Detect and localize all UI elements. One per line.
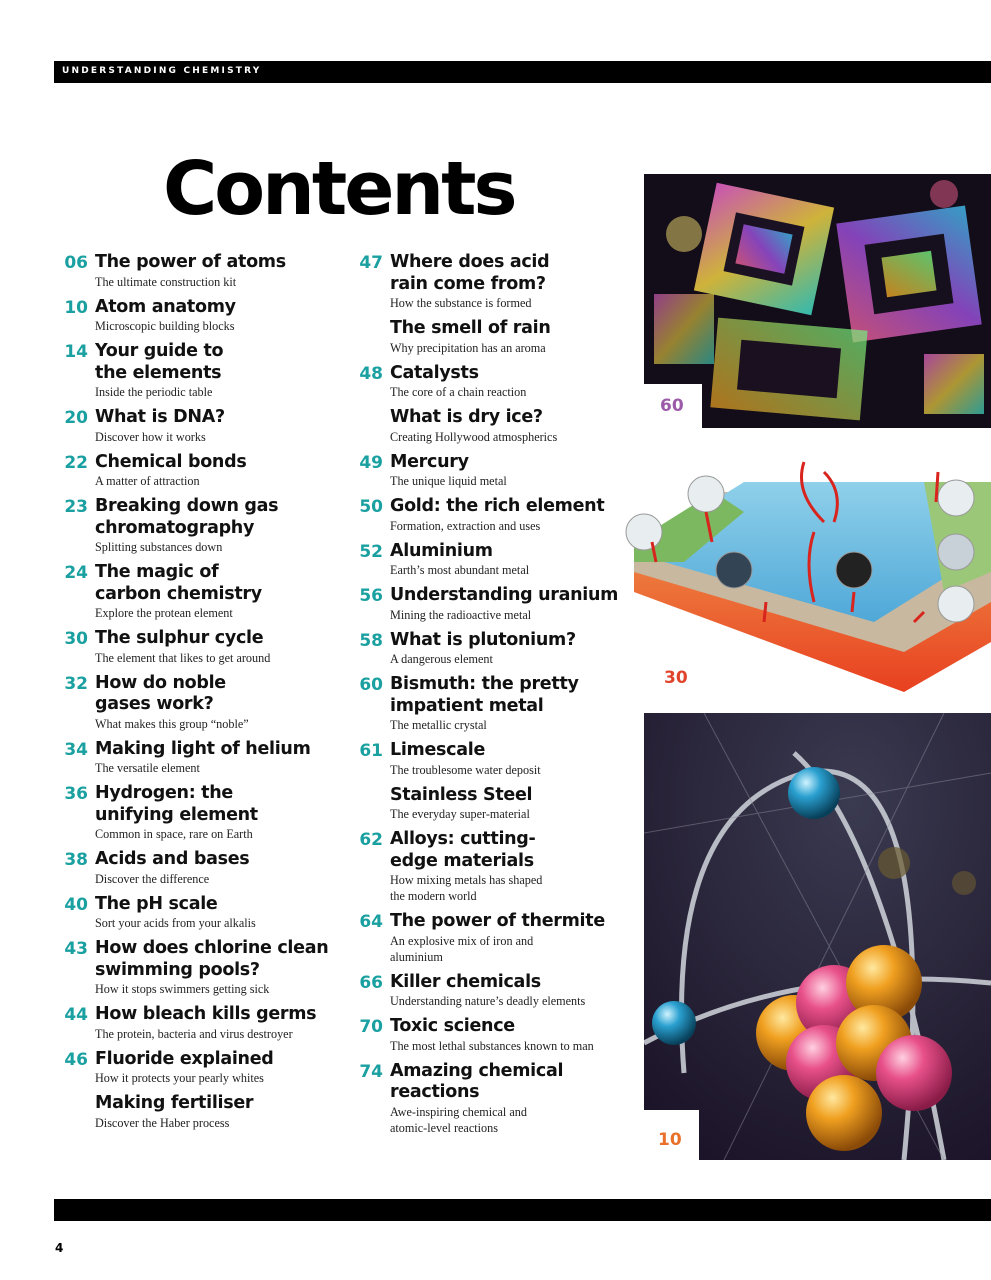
toc-entry[interactable]: [353, 740, 633, 778]
toc-title: Chemical bonds: [95, 451, 247, 472]
toc-entry[interactable]: [58, 673, 348, 732]
toc-title: Alloys: cutting-edge materials: [390, 829, 536, 871]
toc-subtitle: The metallic crystal: [390, 718, 487, 732]
toc-title: The sulphur cycle: [95, 628, 264, 648]
toc-subtitle: Discover the difference: [95, 871, 210, 886]
toc-page-number: 62: [359, 830, 383, 850]
toc-title: Killer chemicals: [390, 971, 541, 992]
toc-title: Breaking down gas chromatography: [95, 496, 279, 538]
toc-title: Your guide to the elements: [95, 341, 224, 383]
toc-title: Gold: the rich element: [390, 496, 605, 516]
toc-subtitle: Earth’s most abundant metal: [390, 563, 530, 577]
toc-entry[interactable]: [58, 1004, 348, 1042]
toc-subtitle: The element that likes to get around: [95, 650, 271, 665]
toc-entry[interactable]: [353, 407, 633, 445]
toc-page-number: 64: [359, 912, 383, 932]
toc-entry[interactable]: [58, 783, 348, 842]
toc-subtitle: Common in space, rare on Earth: [95, 827, 253, 841]
toc-entry[interactable]: [353, 785, 633, 823]
toc-page-number: 50: [359, 497, 383, 517]
toc-page-number: 66: [359, 972, 383, 993]
toc-subtitle: How it stops swimmers getting sick: [95, 982, 270, 996]
toc-entry[interactable]: [353, 496, 633, 534]
toc-subtitle: How mixing metals has shaped the modern world: [390, 873, 543, 903]
toc-page-number: 46: [64, 1049, 88, 1070]
toc-subtitle: Splitting substances down: [95, 540, 223, 554]
toc-subtitle: The everyday super-material: [390, 807, 530, 821]
toc-entry[interactable]: [353, 911, 633, 965]
toc-title: Catalysts: [390, 362, 479, 383]
section-label: UNDERSTANDING CHEMISTRY: [62, 66, 262, 76]
toc-subtitle: The protein, bacteria and virus destroyer: [95, 1026, 293, 1041]
toc-subtitle: An explosive mix of iron and aluminium: [390, 933, 534, 964]
toc-entry[interactable]: [353, 541, 633, 579]
page-title: Contents: [163, 146, 515, 232]
toc-subtitle: A matter of attraction: [95, 474, 200, 488]
toc-page-number: 58: [359, 630, 383, 651]
toc-entry[interactable]: [58, 252, 348, 290]
toc-page-number: 10: [64, 297, 88, 318]
toc-subtitle: The core of a chain reaction: [390, 385, 527, 399]
toc-entry[interactable]: [58, 628, 348, 666]
toc-title: The power of thermite: [390, 911, 605, 931]
toc-title: The magic of carbon chemistry: [95, 562, 262, 604]
toc-entry[interactable]: [58, 341, 348, 400]
toc-entry[interactable]: [58, 452, 348, 490]
toc-entry[interactable]: [58, 1093, 348, 1131]
toc-entry[interactable]: [353, 252, 633, 311]
atom-illustration: [644, 713, 991, 1160]
toc-title: How bleach kills germs: [95, 1004, 317, 1024]
toc-subtitle: Why precipitation has an aroma: [390, 340, 546, 355]
toc-subtitle: What makes this group “noble”: [95, 716, 249, 731]
toc-title: Understanding uranium: [390, 585, 619, 605]
contents-left-column: [58, 252, 348, 1138]
toc-subtitle: Discover how it works: [95, 429, 206, 444]
toc-title: Atom anatomy: [95, 296, 236, 317]
toc-title: Stainless Steel: [390, 784, 533, 805]
toc-title: Where does acid rain come from?: [390, 252, 550, 294]
toc-subtitle: Awe-inspiring chemical and atomic-level reactions: [390, 1104, 527, 1135]
toc-page-number: 32: [64, 673, 88, 694]
image-page-tag: 10: [644, 1110, 699, 1160]
toc-subtitle: The troublesome water deposit: [390, 762, 541, 777]
toc-subtitle: How it protects your pearly whites: [95, 1071, 264, 1085]
toc-entry[interactable]: [353, 829, 633, 904]
toc-title: Fluoride explained: [95, 1048, 274, 1069]
toc-page-number: 60: [359, 675, 383, 695]
toc-entry[interactable]: [58, 407, 348, 445]
toc-page-number: 44: [64, 1005, 88, 1025]
toc-subtitle: Mining the radioactive metal: [390, 607, 532, 622]
toc-entry[interactable]: [58, 849, 348, 887]
toc-subtitle: The versatile element: [95, 761, 200, 775]
header-bar: [54, 61, 991, 83]
toc-title: Limescale: [390, 740, 486, 760]
toc-title: How do noble gases work?: [95, 672, 226, 714]
toc-page-number: 20: [64, 408, 88, 428]
toc-entry[interactable]: [353, 1061, 633, 1136]
contents-right-column: [353, 252, 633, 1143]
toc-title: What is dry ice?: [390, 407, 543, 427]
toc-subtitle: A dangerous element: [390, 652, 493, 666]
toc-subtitle: Explore the protean element: [95, 606, 233, 620]
toc-page-number: 14: [64, 342, 88, 362]
toc-subtitle: Discover the Haber process: [95, 1115, 230, 1130]
toc-entry[interactable]: [58, 894, 348, 932]
toc-page-number: 24: [64, 563, 88, 583]
toc-title: Mercury: [390, 451, 469, 472]
toc-title: Acids and bases: [95, 849, 250, 869]
toc-subtitle: Creating Hollywood atmospherics: [390, 429, 558, 444]
toc-entry[interactable]: [58, 297, 348, 335]
toc-entry[interactable]: [353, 1016, 633, 1054]
toc-entry[interactable]: [58, 496, 348, 555]
toc-subtitle: Sort your acids from your alkalis: [95, 916, 256, 930]
toc-subtitle: The unique liquid metal: [390, 474, 507, 488]
toc-page-number: 47: [359, 253, 383, 273]
toc-page-number: 34: [64, 739, 88, 760]
toc-page-number: 38: [64, 850, 88, 870]
page-number: 4: [55, 1241, 64, 1255]
toc-title: The smell of rain: [390, 318, 551, 338]
footer-bar: [54, 1199, 991, 1221]
toc-entry[interactable]: [353, 630, 633, 668]
toc-title: Aluminium: [390, 540, 493, 561]
toc-page-number: 74: [359, 1061, 383, 1082]
toc-subtitle: Understanding nature’s deadly elements: [390, 994, 586, 1008]
toc-entry[interactable]: [353, 972, 633, 1010]
toc-entry[interactable]: [353, 674, 633, 733]
toc-page-number: 56: [359, 586, 383, 606]
toc-title: How does chlorine clean swimming pools?: [95, 938, 329, 980]
toc-subtitle: The ultimate construction kit: [95, 274, 237, 289]
toc-entry[interactable]: [58, 938, 348, 997]
toc-entry[interactable]: [58, 739, 348, 777]
toc-title: Making fertiliser: [95, 1093, 254, 1113]
atom-image: [644, 713, 991, 1160]
toc-page-number: 70: [359, 1017, 383, 1037]
toc-subtitle: How the substance is formed: [390, 296, 532, 310]
toc-page-number: 43: [64, 939, 88, 959]
toc-entry[interactable]: [353, 318, 633, 356]
toc-title: Hydrogen: the unifying element: [95, 783, 258, 825]
toc-title: The power of atoms: [95, 252, 286, 272]
toc-page-number: 49: [359, 452, 383, 473]
toc-entry[interactable]: [58, 1049, 348, 1087]
toc-subtitle: The most lethal substances known to man: [390, 1038, 594, 1053]
toc-title: The pH scale: [95, 893, 218, 914]
toc-page-number: 36: [64, 784, 88, 804]
toc-title: What is plutonium?: [390, 629, 576, 650]
toc-entry[interactable]: [353, 452, 633, 490]
toc-title: Making light of helium: [95, 738, 311, 759]
toc-page-number: 22: [64, 452, 88, 473]
toc-title: Bismuth: the pretty impatient metal: [390, 674, 579, 716]
toc-page-number: 52: [359, 541, 383, 562]
toc-entry[interactable]: [353, 585, 633, 623]
sulphur-cycle-image: [624, 452, 991, 692]
image-page-tag: 60: [644, 384, 702, 428]
toc-title: Toxic science: [390, 1016, 515, 1036]
toc-title: What is DNA?: [95, 407, 225, 427]
toc-page-number: 48: [359, 363, 383, 384]
toc-page-number: 61: [359, 741, 383, 761]
toc-page-number: 30: [64, 629, 88, 649]
sulphur-cycle-diagram: [624, 452, 991, 692]
toc-entry[interactable]: [58, 562, 348, 621]
toc-entry[interactable]: [353, 363, 633, 401]
toc-subtitle: Formation, extraction and uses: [390, 518, 541, 533]
image-page-tag: 30: [660, 666, 692, 690]
toc-subtitle: Microscopic building blocks: [95, 319, 235, 333]
toc-subtitle: Inside the periodic table: [95, 385, 213, 399]
toc-page-number: 40: [64, 894, 88, 915]
toc-page-number: 06: [64, 253, 88, 273]
toc-page-number: 23: [64, 497, 88, 517]
toc-title: Amazing chemical reactions: [390, 1060, 564, 1102]
